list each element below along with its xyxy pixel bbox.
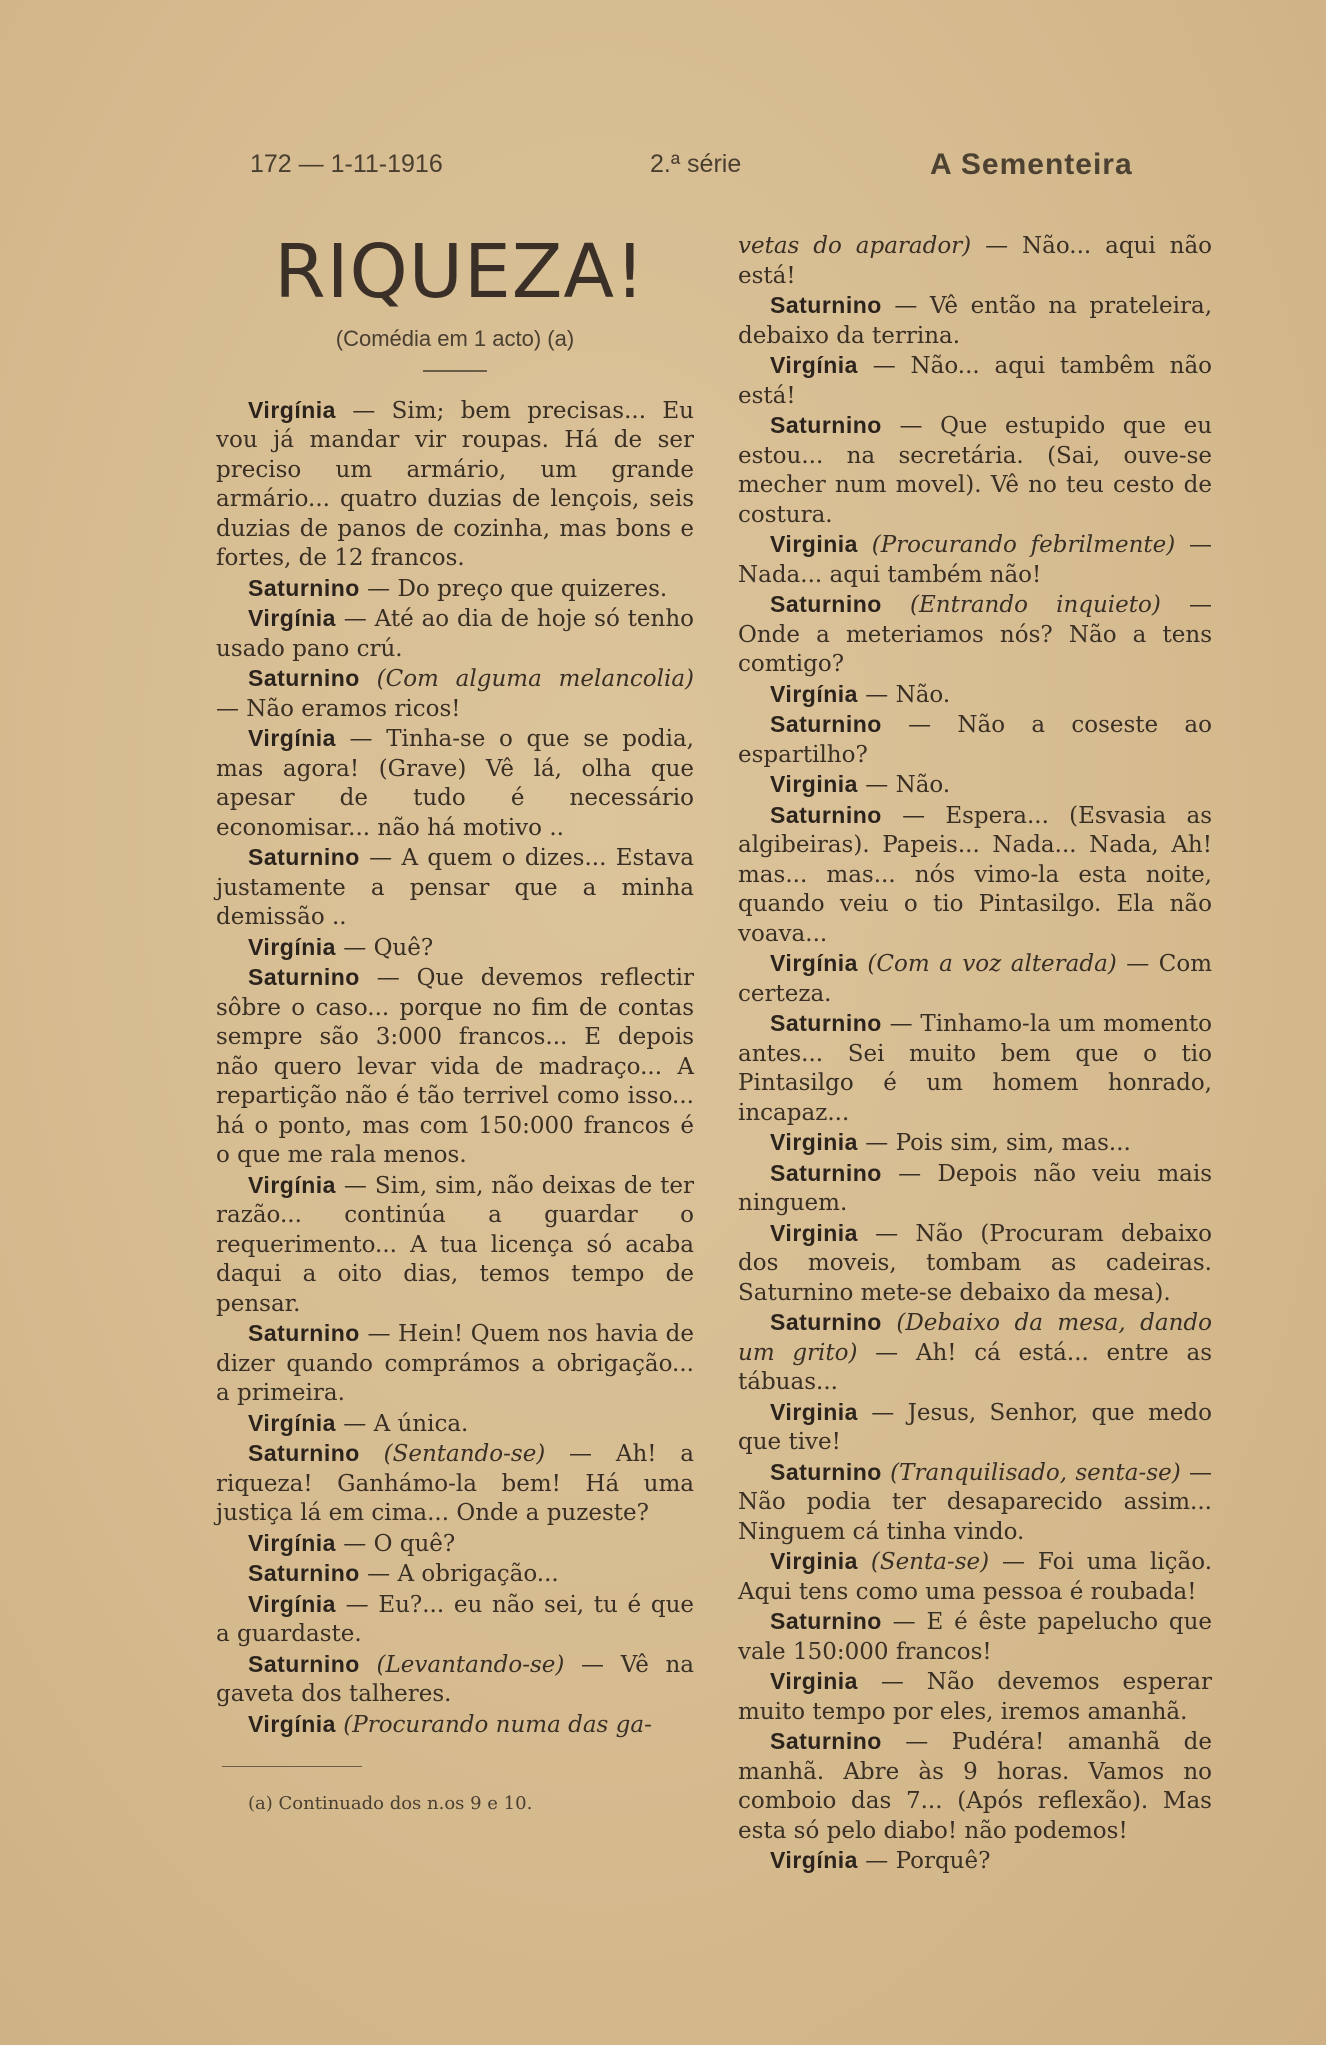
- stage-direction: vetas do aparador): [738, 233, 972, 259]
- separator: —: [359, 845, 402, 871]
- speaker-name: Virginia: [770, 1398, 858, 1425]
- speech-text: Hein! Quem nos havia de dizer quando comprámos a obrigação... a primeira.: [216, 1321, 694, 1406]
- speech-text: Quê?: [373, 934, 434, 961]
- speech-text: Não a coseste ao espartilho?: [738, 712, 1212, 768]
- dialogue-line: [216, 1171, 694, 1320]
- play-subtitle: (Comédia em 1 acto) (a): [335, 326, 575, 351]
- separator: [882, 1460, 890, 1486]
- stage-direction: (Levantando-se): [376, 1651, 565, 1678]
- separator: —: [857, 353, 911, 379]
- speech-text: — Não... aqui não está!: [738, 233, 1212, 289]
- separator: —: [359, 965, 417, 991]
- dialogue-line: [216, 963, 694, 1171]
- dialogue-line: [738, 1219, 1212, 1309]
- speech-text: — Nada... aqui também não!: [738, 532, 1213, 588]
- speaker-name: Saturnino: [770, 1309, 882, 1335]
- separator: —: [359, 1561, 398, 1587]
- speaker-name: Virgínia: [248, 605, 336, 631]
- speech-text: — Vê na gaveta dos talheres.: [216, 1651, 695, 1707]
- dialogue-line: [216, 1650, 694, 1710]
- speech-text: — Onde a meteriamos nós? Não a tens comtigo?: [738, 592, 1212, 677]
- journal-title: A Sementeira: [930, 148, 1133, 181]
- speaker-name: Virginia: [770, 531, 858, 557]
- dialogue-line: [216, 933, 694, 964]
- speaker-name: Virgínia: [770, 680, 858, 707]
- dialogue-line: [216, 1590, 694, 1650]
- speaker-name: Saturnino: [770, 1010, 882, 1036]
- speech-text: — Foi uma lição. Aqui tens como uma pessoa é roubada!: [738, 1549, 1213, 1605]
- speaker-name: Saturnino: [248, 1560, 360, 1586]
- separator: —: [335, 606, 375, 632]
- separator: —: [857, 772, 896, 798]
- speaker-name: Saturnino: [248, 844, 360, 870]
- stage-direction: (Entrando inquieto): [910, 592, 1161, 618]
- dialogue-line: [738, 1607, 1212, 1667]
- speaker-name: Virgínia: [248, 1171, 336, 1198]
- dialogue-line: [738, 1159, 1212, 1219]
- separator: —: [335, 397, 392, 424]
- speaker-name: Saturnino: [248, 665, 360, 691]
- dialogue-line: [738, 1009, 1212, 1128]
- separator: —: [335, 1410, 374, 1437]
- speaker-name: Saturnino: [770, 1608, 882, 1634]
- speaker-name: Virgínia: [248, 1710, 336, 1737]
- speech-text: — Não eramos ricos!: [216, 695, 461, 722]
- separator: [882, 592, 910, 618]
- dialogue-line: [216, 724, 694, 843]
- separator: [360, 1652, 377, 1678]
- issue-number-date: 172 — 1-11-1916: [250, 150, 443, 178]
- stage-direction: (Tranquilisado, senta-se): [890, 1459, 1181, 1486]
- stage-direction: (Sentando-se): [383, 1441, 546, 1467]
- speech-text: Pudéra! amanhã de manhã. Abre às 9 horas. Vamos no comboio das 7... (Após reflexão). Mas esta só pelo diabo! não podemos!: [738, 1729, 1213, 1844]
- speaker-name: Virginia: [770, 1548, 858, 1574]
- speech-text: — Ah! a riqueza! Ganhámo-la bem! Há uma justiça lá em cima... Onde a puzeste?: [216, 1441, 694, 1526]
- dialogue-line: [216, 1409, 694, 1440]
- speaker-name: Virginia: [770, 1219, 858, 1246]
- separator: —: [857, 1220, 916, 1247]
- dialogue-line: [216, 664, 694, 724]
- speech-text: — Ah! cá está... entre as tábuas...: [738, 1339, 1213, 1395]
- dialogue-line: [738, 710, 1212, 770]
- dialogue-line: [216, 1710, 694, 1741]
- speaker-name: Saturnino: [770, 801, 882, 828]
- speech-text: Jesus, Senhor, que medo que tive!: [738, 1399, 1212, 1455]
- separator: —: [359, 575, 398, 602]
- separator: —: [881, 413, 941, 439]
- dialogue-line: [738, 1846, 1212, 1877]
- footnote: (a) Continuado dos n.os 9 e 10.: [248, 1793, 533, 1814]
- dialogue-line: [738, 1667, 1212, 1727]
- speech-text: Que estupido que eu estou... na secretária. (Sai, ouve-se mecher num movel). Vê no teu cesto de costura.: [738, 413, 1213, 528]
- separator: [882, 1310, 897, 1336]
- footnote-divider: [222, 1766, 362, 1767]
- title-divider: [423, 370, 487, 372]
- separator: —: [359, 1321, 399, 1347]
- speaker-name: Virgínia: [248, 396, 336, 423]
- speech-text: Que devemos reflectir sôbre o caso... porque no fim de contas sempre são 3:000 francos... E depois não quero levar vida de madraço... A repartição não é tão terrivel como isso... há o ponto, mas com 150:000 francos é o que me rala menos.: [216, 965, 694, 1168]
- speech-text: Sim, sim, não deixas de ter razão... continúa a guardar o requerimento... A tua licença só acaba daqui a oito dias, temos tempo de pensar.: [216, 1172, 694, 1317]
- right-column: [738, 232, 1212, 1877]
- stage-direction: (Senta-se): [870, 1549, 990, 1575]
- speaker-name: Virginia: [770, 1129, 858, 1155]
- speech-text: A única.: [373, 1410, 469, 1437]
- speaker-name: Virginia: [770, 1668, 858, 1694]
- separator: —: [335, 1172, 375, 1199]
- speech-text: A obrigação...: [397, 1561, 559, 1587]
- speech-text: — Com certeza.: [738, 951, 1213, 1007]
- speaker-name: Saturnino: [248, 1440, 360, 1466]
- dialogue-line: [738, 801, 1212, 950]
- left-dialogue: [216, 396, 694, 1741]
- separator: —: [335, 726, 387, 752]
- separator: —: [881, 293, 930, 319]
- speech-text: E é êste papelucho que vale 150:000 francos!: [738, 1609, 1212, 1665]
- speech-text: Não.: [895, 772, 951, 798]
- dialogue-line: [216, 843, 694, 933]
- separator: —: [857, 681, 896, 708]
- dialogue-line: [738, 949, 1212, 1009]
- speaker-name: Virginia: [770, 771, 858, 797]
- dialogue-line: [738, 1727, 1212, 1846]
- speech-text: Não... aqui tambêm não está!: [738, 353, 1212, 409]
- play-title: RIQUEZA!: [274, 229, 646, 315]
- separator: [360, 666, 377, 692]
- speaker-name: Virgínia: [248, 933, 336, 960]
- separator: —: [881, 802, 946, 829]
- speaker-name: Virgínia: [770, 352, 858, 378]
- dialogue-line: [738, 680, 1212, 711]
- dialogue-line: [738, 590, 1212, 680]
- speech-text: O quê?: [373, 1530, 456, 1557]
- speech-text: Depois não veiu mais ninguem.: [738, 1160, 1213, 1216]
- separator: —: [857, 1848, 896, 1874]
- dialogue-line: [216, 574, 694, 605]
- speaker-name: Saturnino: [770, 412, 882, 438]
- speaker-name: Saturnino: [770, 1159, 882, 1186]
- speaker-name: Virgínia: [770, 1847, 858, 1873]
- dialogue-line: [738, 770, 1212, 801]
- stage-direction: (Com a voz alterada): [867, 951, 1117, 977]
- dialogue-line: [738, 1458, 1212, 1548]
- separator: —: [857, 1399, 908, 1426]
- separator: —: [881, 1729, 952, 1755]
- series-label: 2.ª série: [650, 150, 742, 178]
- speech-text: Do preço que quizeres.: [397, 575, 668, 602]
- dialogue-line: [216, 1529, 694, 1560]
- dialogue-line: [216, 1319, 694, 1409]
- dialogue-line: [738, 530, 1212, 590]
- separator: [858, 532, 872, 558]
- speaker-name: Saturnino: [248, 964, 360, 990]
- separator: —: [335, 1530, 374, 1557]
- separator: [858, 1549, 871, 1575]
- dialogue-line: [738, 291, 1212, 351]
- separator: —: [335, 1591, 379, 1618]
- speaker-name: Virgínia: [248, 1529, 336, 1556]
- separator: [858, 951, 867, 977]
- stage-direction: (Procurando numa das ga-: [343, 1711, 652, 1738]
- dialogue-line: [216, 396, 694, 574]
- dialogue-line: [738, 1398, 1212, 1458]
- stage-direction: (Com alguma melancolia): [376, 666, 695, 692]
- dialogue-line: [738, 411, 1212, 530]
- speaker-name: Virgínia: [248, 1590, 336, 1617]
- speech-text: Não.: [895, 681, 951, 708]
- separator: [360, 1441, 384, 1467]
- speech-text: Porquê?: [895, 1848, 991, 1874]
- left-column: [216, 229, 695, 1819]
- title-block: [216, 229, 694, 372]
- speech-text: Não devemos esperar muito tempo por eles, iremos amanhã.: [738, 1669, 1212, 1725]
- speaker-name: Saturnino: [770, 711, 882, 737]
- separator: —: [857, 1669, 927, 1695]
- speech-text: Não (Procuram debaixo dos moveis, tombam as cadeiras. Saturnino mete-se debaixo da mesa).: [738, 1220, 1212, 1306]
- speaker-name: Virgínia: [770, 950, 858, 976]
- speaker-name: Saturnino: [770, 292, 882, 318]
- speech-text: A quem o dizes... Estava justamente a pensar que a minha demissão ..: [216, 845, 694, 930]
- speech-text: Pois sim, sim, mas...: [895, 1130, 1131, 1156]
- page-header: [250, 150, 1170, 190]
- speaker-name: Virgínia: [248, 725, 336, 751]
- speaker-name: Saturnino: [770, 1728, 882, 1754]
- speech-text: — Não podia ter desaparecido assim... Ninguem cá tinha vindo.: [738, 1459, 1212, 1545]
- speaker-name: Saturnino: [770, 591, 882, 617]
- dialogue-line: [216, 604, 694, 664]
- separator: —: [857, 1130, 896, 1156]
- separator: —: [881, 712, 958, 738]
- speaker-name: Saturnino: [248, 1650, 360, 1677]
- separator: —: [881, 1609, 927, 1635]
- dialogue-line: [216, 1439, 694, 1529]
- dialogue-line: [738, 1128, 1212, 1159]
- speech-text: Tinhamo-la um momento antes... Sei muito bem que o tio Pintasilgo é um homem honrado, incapaz...: [738, 1011, 1212, 1126]
- stage-direction: (Procurando febrilmente): [871, 532, 1176, 558]
- speech-text: Até ao dia de hoje só tenho usado pano crú.: [216, 606, 694, 662]
- continued-line: [738, 232, 1212, 291]
- stage-direction: (Debaixo da mesa, dando um grito): [738, 1310, 1213, 1366]
- dialogue-line: [216, 1559, 694, 1590]
- separator: —: [335, 934, 374, 961]
- right-dialogue: [738, 291, 1212, 1877]
- separator: —: [881, 1160, 938, 1187]
- dialogue-line: [738, 1547, 1212, 1607]
- speech-text: Espera... (Esvasia as algibeiras). Papeis... Nada... Nada, Ah! mas... mas... nós vimo-la esta noite, quando veiu o tio Pintasilgo. Ela não voava...: [738, 802, 1212, 947]
- dialogue-line: [738, 1308, 1212, 1398]
- speech-text: Eu?... eu não sei, tu é que a guardaste.: [216, 1591, 694, 1647]
- speech-text: Tinha-se o que se podia, mas agora! (Grave) Vê lá, olha que apesar de tudo é necessário economisar... não há motivo ..: [216, 726, 694, 841]
- speech-text: Sim; bem precisas... Eu vou já mandar vir roupas. Há de ser preciso um armário, um grande armário... quatro duzias de lençois, seis duzias de panos de cozinha, mas bons e fortes, de 12 francos.: [216, 397, 695, 571]
- speech-text: Vê então na prateleira, debaixo da terrina.: [738, 293, 1213, 349]
- speaker-name: Saturnino: [770, 1458, 882, 1485]
- speaker-name: Virgínia: [248, 1409, 336, 1436]
- separator: —: [881, 1011, 921, 1037]
- dialogue-line: [738, 351, 1212, 411]
- speaker-name: Saturnino: [248, 1320, 360, 1346]
- speaker-name: Saturnino: [248, 574, 360, 601]
